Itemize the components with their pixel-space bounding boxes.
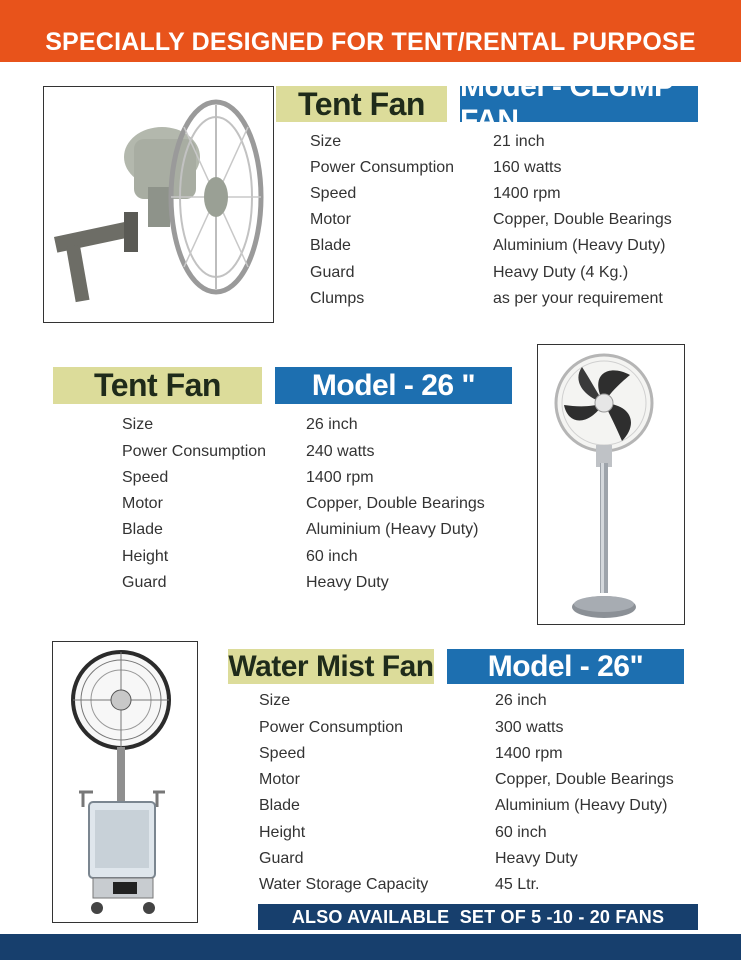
spec-label: Blade (310, 237, 351, 254)
pedestal-fan-icon (538, 345, 684, 624)
spec-label: Size (259, 692, 291, 709)
spec-value: 21 inch (493, 133, 545, 150)
product-3-name-text: Water Mist Fan (228, 649, 434, 683)
spec-label: Motor (259, 771, 300, 788)
product-1-name-text: Tent Fan (298, 85, 425, 122)
spec-value: 60 inch (495, 824, 547, 841)
spec-label: Speed (122, 469, 169, 486)
spec-label: Clumps (310, 290, 365, 307)
spec-label: Power Consumption (310, 159, 455, 176)
product-2-name (53, 367, 262, 404)
clump-fan-image (43, 86, 274, 323)
spec-label: Water Storage Capacity (259, 876, 429, 893)
spec-label: Power Consumption (259, 719, 404, 736)
product-2-model-text: Model - 26 " (311, 368, 476, 402)
spec-value: 240 watts (306, 443, 375, 460)
spec-value: Copper, Double Bearings (306, 495, 485, 512)
spec-value: as per your requirement (493, 290, 663, 307)
spec-value: 1400 rpm (495, 745, 563, 762)
water-mist-fan-icon (53, 642, 197, 922)
spec-value: 60 inch (306, 548, 358, 565)
spec-label: Size (122, 416, 154, 433)
spec-label: Power Consumption (122, 443, 267, 460)
spec-value: 1400 rpm (306, 469, 374, 486)
spec-value: 26 inch (495, 692, 547, 709)
product-1-model-text: Model - CLUMP FAN (460, 70, 673, 137)
spec-value: 26 inch (306, 416, 358, 433)
spec-label: Blade (259, 797, 300, 814)
spec-value: Heavy Duty (495, 850, 578, 867)
header-divider (0, 62, 741, 70)
spec-label: Size (310, 133, 342, 150)
spec-label: Guard (259, 850, 304, 867)
spec-value: 1400 rpm (493, 185, 561, 202)
spec-label: Motor (310, 211, 351, 228)
spec-value: Heavy Duty (4 Kg.) (493, 264, 629, 281)
spec-label: Blade (122, 521, 163, 538)
product-2-name-text: Tent Fan (94, 367, 221, 403)
spec-value: 45 Ltr. (495, 876, 540, 893)
product-3-name (228, 649, 434, 684)
spec-label: Motor (122, 495, 163, 512)
spec-label: Guard (310, 264, 355, 281)
spec-value: Aluminium (Heavy Duty) (306, 521, 479, 538)
availability-text: ALSO AVAILABLE SET OF 5 -10 - 20 FANS (291, 906, 665, 927)
spec-value: Copper, Double Bearings (495, 771, 674, 788)
spec-label: Speed (259, 745, 306, 762)
product-1-model (460, 70, 698, 137)
product-3-model (447, 649, 684, 684)
spec-value: Copper, Double Bearings (493, 211, 672, 228)
spec-value: Aluminium (Heavy Duty) (493, 237, 666, 254)
product-1-name (276, 86, 447, 122)
footer-bar (0, 934, 741, 960)
spec-value: Aluminium (Heavy Duty) (495, 797, 668, 814)
product-3-model-text: Model - 26" (487, 649, 644, 683)
clump-fan-icon (44, 87, 273, 322)
page-title: SPECIALLY DESIGNED FOR TENT/RENTAL PURPOSE (45, 28, 696, 56)
spec-value: 300 watts (495, 719, 564, 736)
spec-value: 160 watts (493, 159, 562, 176)
spec-label: Guard (122, 574, 167, 591)
header-banner (0, 0, 741, 70)
spec-label: Height (122, 548, 169, 565)
spec-label: Speed (310, 185, 357, 202)
water-mist-fan-image (52, 641, 198, 923)
spec-value: Heavy Duty (306, 574, 389, 591)
pedestal-fan-image (537, 344, 685, 625)
availability-banner (258, 904, 698, 930)
product-2-model (275, 367, 512, 404)
spec-label: Height (259, 824, 306, 841)
